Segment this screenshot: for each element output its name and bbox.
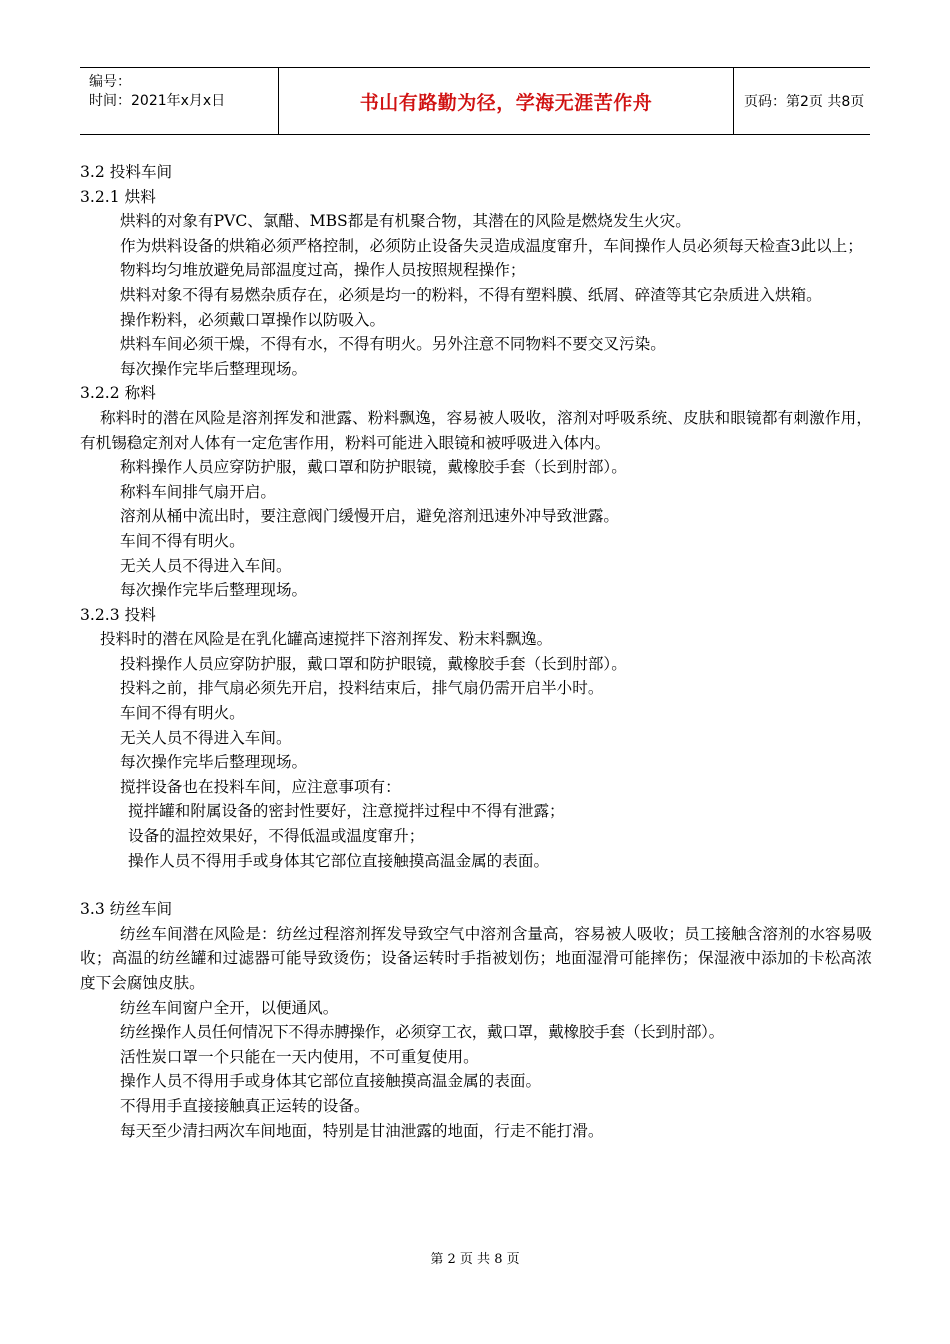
document-number: 编号：	[89, 74, 131, 90]
paragraph: 搅拌设备也在投料车间，应注意事项有：	[120, 777, 401, 796]
subsection-heading: 3.2.3 投料	[80, 605, 156, 624]
list-item: 设备的温控效果好，不得低温或温度窜升；	[128, 827, 425, 846]
paragraph: 车间不得有明火。	[120, 704, 245, 723]
paragraph: 烘料的对象有PVC、氯醋、MBS都是有机聚合物，其潜在的风险是燃烧发生火灾。	[120, 212, 691, 231]
paragraph: 活性炭口罩一个只能在一天内使用，不可重复使用。	[120, 1047, 479, 1066]
section-heading: 3.3 纺丝车间	[80, 900, 173, 919]
spacer	[80, 873, 872, 897]
page-footer: 第 2 页 共 8 页	[430, 1252, 520, 1267]
paragraph: 称料操作人员应穿防护服，戴口罩和防护眼镜，戴橡胶手套（长到肘部）。	[120, 458, 627, 477]
section-heading: 3.2 投料车间	[80, 163, 173, 181]
paragraph: 投料之前，排气扇必须先开启，投料结束后，排气扇仍需开启半小时。	[120, 679, 604, 698]
header-motto: 书山有路勤为径，学海无涯苦作舟	[279, 68, 734, 134]
paragraph: 操作人员不得用手或身体其它部位直接触摸高温金属的表面。	[120, 1072, 542, 1091]
paragraph: 称料车间排气扇开启。	[120, 482, 276, 501]
list-item: 搅拌罐和附属设备的密封性要好，注意搅拌过程中不得有泄露；	[128, 802, 565, 821]
list-item: 操作人员不得用手或身体其它部位直接触摸高温金属的表面。	[128, 851, 550, 870]
paragraph: 每次操作完毕后整理现场。	[120, 359, 308, 378]
paragraph: 烘料车间必须干燥，不得有水，不得有明火。另外注意不同物料不要交叉污染。	[120, 335, 666, 354]
paragraph: 无关人员不得进入车间。	[120, 556, 292, 575]
paragraph: 物料均匀堆放避免局部温度过高，操作人员按照规程操作；	[120, 261, 526, 280]
paragraph: 溶剂从桶中流出时，要注意阀门缓慢开启，避免溶剂迅速外冲导致泄露。	[120, 507, 620, 526]
paragraph: 操作粉料，必须戴口罩操作以防吸入。	[120, 310, 386, 329]
paragraph: 纺丝车间潜在风险是：纺丝过程溶剂挥发导致空气中溶剂含量高，容易被人吸收；员工接触含溶剂的水容易吸收；高温的纺丝罐和过滤器可能导致烫伤；设备运转时手指被划伤；地面湿滑可能摔伤；保湿液中添加的卡松高浓度下会腐蚀皮肤。	[80, 924, 872, 992]
header-page-info: 页码：第2页 共8页	[744, 94, 865, 110]
paragraph: 烘料对象不得有易燃杂质存在，必须是均一的粉料，不得有塑料膜、纸屑、碎渣等其它杂质进入烘箱。	[120, 285, 822, 304]
header-meta	[80, 68, 279, 134]
paragraph: 投料时的潜在风险是在乳化罐高速搅拌下溶剂挥发、粉末料飘逸。	[100, 630, 553, 649]
paragraph: 每次操作完毕后整理现场。	[120, 581, 308, 600]
page-header	[80, 67, 870, 135]
paragraph: 车间不得有明火。	[120, 531, 245, 550]
paragraph: 不得用手直接接触真正运转的设备。	[120, 1096, 370, 1115]
paragraph: 称料时的潜在风险是溶剂挥发和泄露、粉料飘逸，容易被人吸收，溶剂对呼吸系统、皮肤和眼镜都有刺激作用，有机锡稳定剂对人体有一定危害作用，粉料可能进入眼镜和被呼吸进入体内。	[80, 408, 872, 452]
paragraph: 无关人员不得进入车间。	[120, 728, 292, 747]
subsection-heading: 3.2.1 烘料	[80, 187, 156, 206]
document-date: 时间：2021年x月x日	[89, 93, 226, 109]
paragraph: 每次操作完毕后整理现场。	[120, 753, 308, 772]
paragraph: 纺丝车间窗户全开，以便通风。	[120, 998, 339, 1017]
paragraph: 每天至少清扫两次车间地面，特别是甘油泄露的地面，行走不能打滑。	[120, 1121, 604, 1140]
document-body	[80, 160, 872, 1143]
paragraph: 纺丝操作人员任何情况下不得赤膊操作，必须穿工衣，戴口罩，戴橡胶手套（长到肘部）。	[120, 1023, 724, 1042]
paragraph: 投料操作人员应穿防护服，戴口罩和防护眼镜，戴橡胶手套（长到肘部）。	[120, 654, 627, 673]
paragraph: 作为烘料设备的烘箱必须严格控制，必须防止设备失灵造成温度窜升，车间操作人员必须每天检查3此以上；	[120, 236, 863, 255]
subsection-heading: 3.2.2 称料	[80, 384, 156, 403]
